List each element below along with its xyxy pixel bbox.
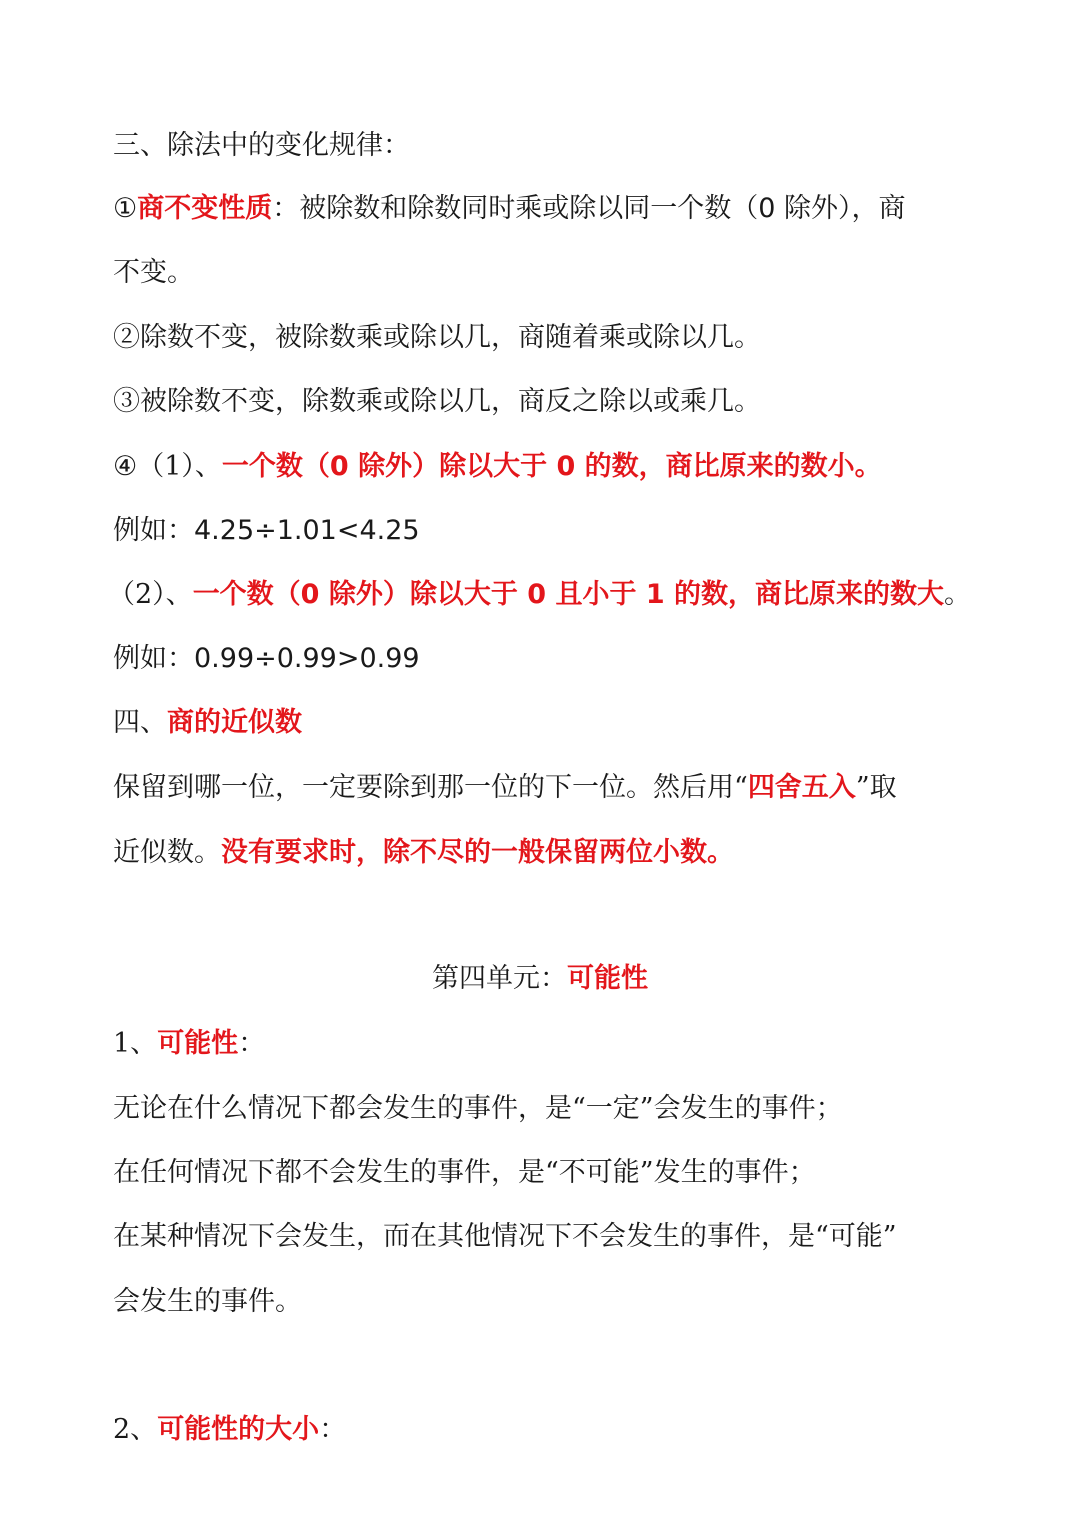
section-4-text-c: 近似数。	[113, 837, 221, 868]
unit-4-label: 第四单元：	[432, 963, 567, 994]
possibility-size-heading	[113, 1410, 980, 1450]
section-4-highlight: 四舍五入	[747, 772, 856, 803]
possibility-size-title: 可能性的大小	[157, 1414, 320, 1445]
section-4-heading	[113, 703, 980, 743]
section-4-body-2	[113, 833, 980, 873]
example-1-label: 例如：	[113, 515, 194, 546]
rule-1	[113, 189, 980, 229]
possibility-size-colon: ：	[319, 1414, 347, 1445]
rule-1-text-a: ：被除数和除数同时乘或除以同一个数（	[272, 193, 759, 224]
rule-4-part-2	[108, 575, 980, 615]
rule-4-prefix: ④（1）、	[113, 451, 222, 482]
possibility-line-2: 在任何情况下都不会发生的事件，是“不可能”发生的事件；	[113, 1157, 816, 1188]
section-4-text-b: ”取	[855, 772, 897, 803]
rule-1-text-b: 除外），商	[775, 193, 906, 224]
section-4-red-tail: 没有要求时，除不尽的一般保留两位小数。	[221, 837, 734, 868]
rule-1-marker: ①	[113, 193, 138, 224]
example-2	[113, 639, 980, 679]
possibility-colon: ：	[238, 1028, 266, 1059]
rule-3: ③被除数不变，除数乘或除以几，商反之除以或乘几。	[113, 386, 761, 417]
unit-4-title	[0, 959, 1080, 999]
section-4-body-1	[113, 768, 980, 808]
example-1	[113, 511, 980, 551]
section-4-title: 商的近似数	[167, 707, 302, 738]
rule-1-continued: 不变。	[113, 257, 194, 288]
rule-4-statement-2: 一个数（0 除外）除以大于 0 且小于 1 的数，商比原来的数大	[192, 579, 945, 610]
example-1-expression: 4.25÷1.01<4.25	[194, 515, 420, 546]
rule-4-end-2: 。	[944, 579, 972, 610]
possibility-heading	[113, 1024, 980, 1064]
rule-1-term: 商不变性质	[137, 193, 273, 224]
rule-4-part-1	[113, 447, 980, 487]
unit-4-name: 可能性	[567, 963, 648, 994]
example-2-label: 例如：	[113, 643, 194, 674]
possibility-line-1: 无论在什么情况下都会发生的事件，是“一定”会发生的事件；	[113, 1093, 843, 1124]
possibility-line-3: 在某种情况下会发生，而在其他情况下不会发生的事件，是“可能”	[113, 1221, 897, 1252]
section-4-prefix: 四、	[113, 707, 167, 738]
example-2-expression: 0.99÷0.99>0.99	[194, 643, 420, 674]
possibility-line-4: 会发生的事件。	[113, 1286, 302, 1317]
possibility-title: 可能性	[157, 1028, 239, 1059]
possibility-size-prefix: 2、	[113, 1414, 158, 1445]
rule-4-statement-1: 一个数（0 除外）除以大于 0 的数，商比原来的数小。	[221, 451, 882, 482]
section-4-text-a: 保留到哪一位，一定要除到那一位的下一位。然后用“	[113, 772, 748, 803]
possibility-prefix: 1、	[113, 1028, 158, 1059]
rule-2: ②除数不变，被除数乘或除以几，商随着乘或除以几。	[113, 322, 761, 353]
rule-1-zero: 0	[758, 193, 776, 224]
section-3-heading: 三、除法中的变化规律：	[113, 130, 410, 161]
rule-4-prefix-2: （2）、	[108, 579, 193, 610]
